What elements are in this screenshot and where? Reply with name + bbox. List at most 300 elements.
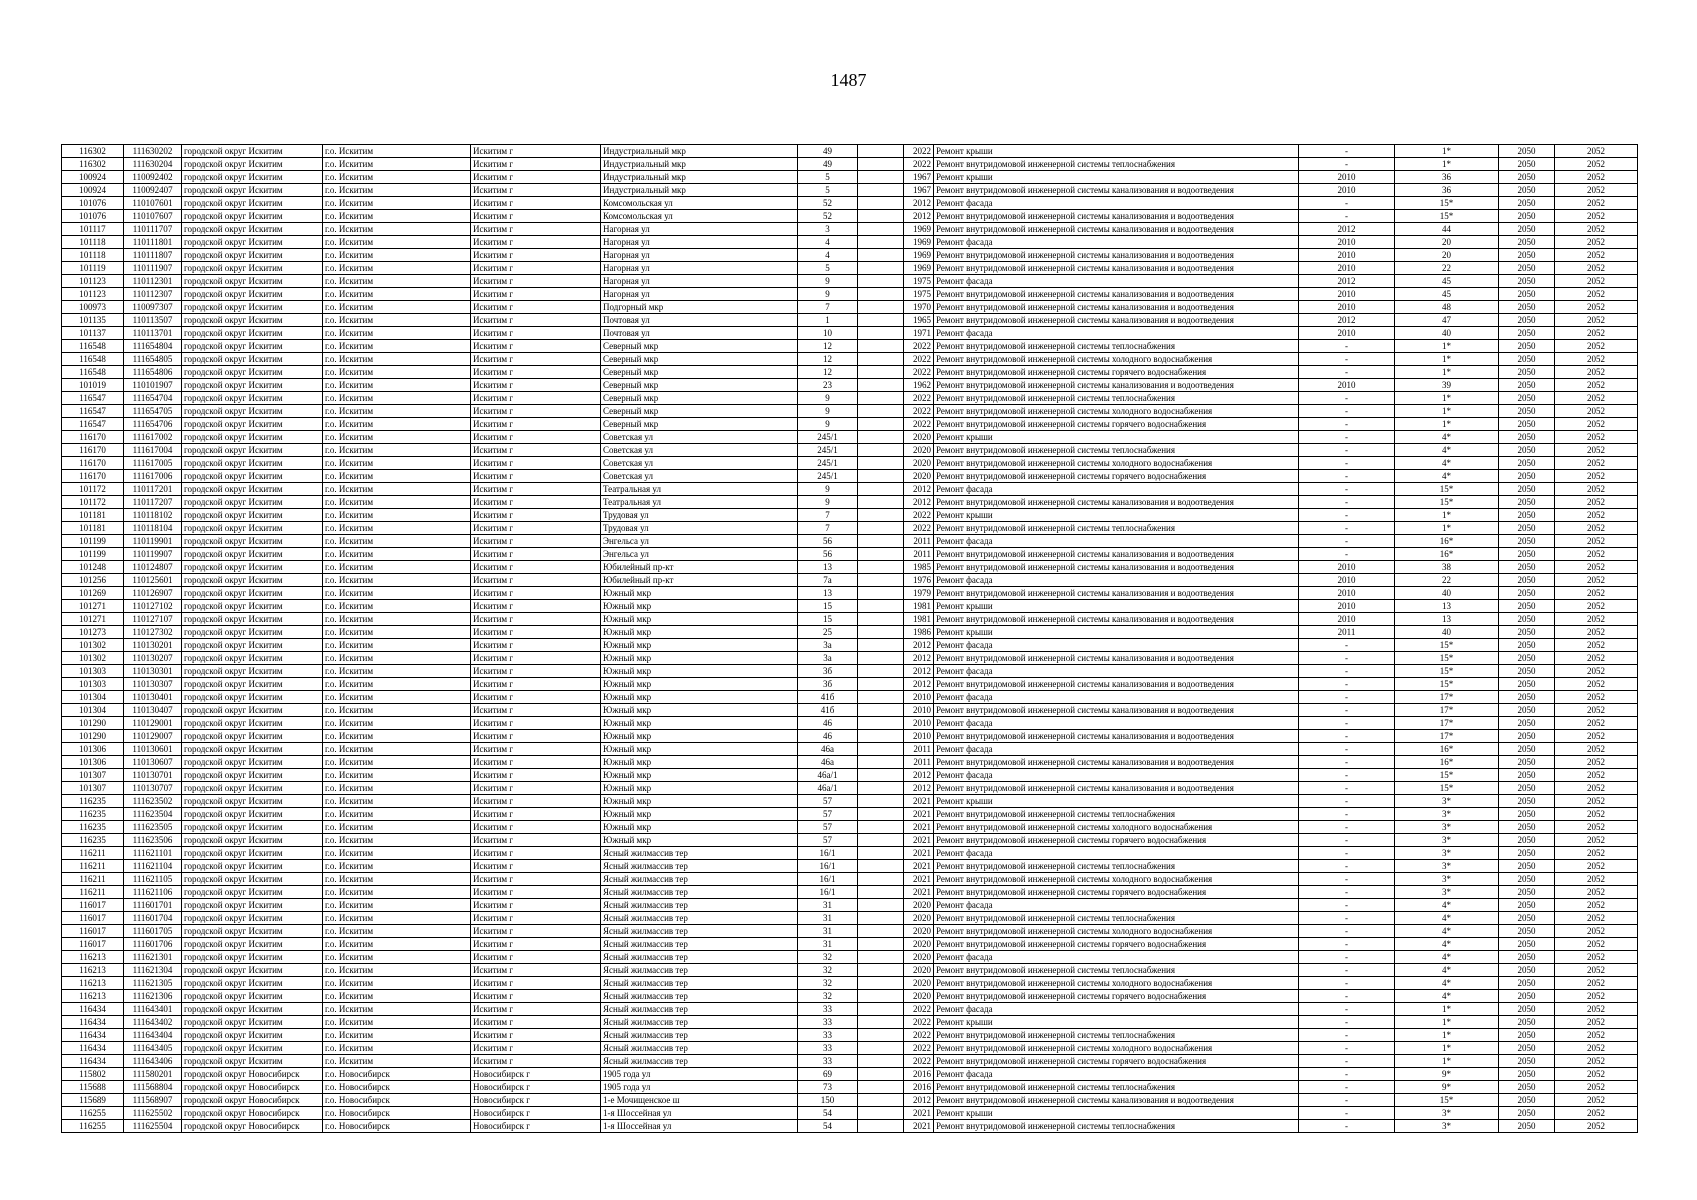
table-cell: 101248 bbox=[62, 561, 124, 574]
table-cell: городской округ Искитим bbox=[182, 210, 323, 223]
table-cell: 110129001 bbox=[124, 717, 182, 730]
table-cell: 2011 bbox=[904, 743, 934, 756]
table-cell: 2050 bbox=[1499, 873, 1555, 886]
table-row bbox=[62, 223, 1638, 236]
table-cell: 1962 bbox=[904, 379, 934, 392]
table-row bbox=[62, 184, 1638, 197]
table-cell: 111630202 bbox=[124, 145, 182, 158]
table-cell: 111568804 bbox=[124, 1081, 182, 1094]
table-cell: 116213 bbox=[62, 964, 124, 977]
table-cell: - bbox=[1299, 977, 1395, 990]
table-cell: 9 bbox=[798, 275, 858, 288]
table-cell: 46а/1 bbox=[798, 782, 858, 795]
table-cell: Южный мкр bbox=[601, 717, 798, 730]
table-cell: Северный мкр bbox=[601, 366, 798, 379]
table-cell: Ремонт внутридомовой инженерной системы канализования и водоотведения bbox=[934, 379, 1299, 392]
table-cell: 2050 bbox=[1499, 340, 1555, 353]
table-cell: Искитим г bbox=[471, 145, 601, 158]
table-cell: г.о. Искитим bbox=[323, 600, 471, 613]
table-cell: 111654705 bbox=[124, 405, 182, 418]
table-cell: 2010 bbox=[1299, 587, 1395, 600]
table-cell: 7 bbox=[798, 301, 858, 314]
table-cell: 245/1 bbox=[798, 457, 858, 470]
table-cell: 2021 bbox=[904, 886, 934, 899]
table-cell bbox=[858, 587, 904, 600]
table-cell: 9 bbox=[798, 405, 858, 418]
table-cell: Искитим г bbox=[471, 236, 601, 249]
table-row bbox=[62, 418, 1638, 431]
table-cell: 2052 bbox=[1555, 717, 1638, 730]
table-cell: 101118 bbox=[62, 249, 124, 262]
table-cell: Ремонт внутридомовой инженерной системы холодного водоснабжения bbox=[934, 925, 1299, 938]
table-cell: 2052 bbox=[1555, 886, 1638, 899]
table-cell: 2052 bbox=[1555, 912, 1638, 925]
table-cell: 2020 bbox=[904, 470, 934, 483]
table-cell: 3а bbox=[798, 652, 858, 665]
table-cell: 31 bbox=[798, 925, 858, 938]
table-cell: Искитим г bbox=[471, 717, 601, 730]
table-cell: 116213 bbox=[62, 951, 124, 964]
table-cell: 2052 bbox=[1555, 964, 1638, 977]
table-cell: 116255 bbox=[62, 1107, 124, 1120]
table-cell: 2050 bbox=[1499, 483, 1555, 496]
table-cell: 31 bbox=[798, 938, 858, 951]
table-cell: Искитим г bbox=[471, 743, 601, 756]
table-cell: Искитим г bbox=[471, 782, 601, 795]
table-cell: городской округ Искитим bbox=[182, 535, 323, 548]
table-cell: Ремонт внутридомовой инженерной системы канализования и водоотведения bbox=[934, 782, 1299, 795]
table-row bbox=[62, 379, 1638, 392]
table-cell: 2050 bbox=[1499, 613, 1555, 626]
table-cell: 3* bbox=[1395, 860, 1499, 873]
table-cell bbox=[858, 1081, 904, 1094]
table-cell: 2050 bbox=[1499, 938, 1555, 951]
table-cell: 16/1 bbox=[798, 886, 858, 899]
table-cell: 2050 bbox=[1499, 223, 1555, 236]
table-cell: 110113701 bbox=[124, 327, 182, 340]
table-cell: 2052 bbox=[1555, 834, 1638, 847]
table-cell bbox=[858, 223, 904, 236]
table-cell: Искитим г bbox=[471, 665, 601, 678]
table-cell: 2050 bbox=[1499, 535, 1555, 548]
table-cell: 45 bbox=[1395, 275, 1499, 288]
table-cell bbox=[858, 639, 904, 652]
table-cell: 46а/1 bbox=[798, 769, 858, 782]
table-cell: Ремонт внутридомовой инженерной системы канализования и водоотведения bbox=[934, 613, 1299, 626]
table-row bbox=[62, 1068, 1638, 1081]
table-cell: 12 bbox=[798, 366, 858, 379]
table-cell: 2050 bbox=[1499, 236, 1555, 249]
table-row bbox=[62, 392, 1638, 405]
table-cell: 15* bbox=[1395, 1094, 1499, 1107]
table-cell: г.о. Искитим bbox=[323, 353, 471, 366]
table-row bbox=[62, 743, 1638, 756]
table-cell: Искитим г bbox=[471, 1003, 601, 1016]
table-cell: 110111707 bbox=[124, 223, 182, 236]
table-cell: 1967 bbox=[904, 171, 934, 184]
table-cell: г.о. Искитим bbox=[323, 223, 471, 236]
table-cell: г.о. Искитим bbox=[323, 1055, 471, 1068]
table-cell bbox=[858, 288, 904, 301]
table-cell: 40 bbox=[1395, 626, 1499, 639]
table-cell: 15 bbox=[798, 613, 858, 626]
table-cell bbox=[858, 366, 904, 379]
table-cell: 4* bbox=[1395, 444, 1499, 457]
table-cell: 1* bbox=[1395, 522, 1499, 535]
table-cell: 111568907 bbox=[124, 1094, 182, 1107]
table-cell: г.о. Искитим bbox=[323, 860, 471, 873]
table-cell: городской округ Новосибирск bbox=[182, 1107, 323, 1120]
table-cell: г.о. Искитим bbox=[323, 1042, 471, 1055]
table-cell: 2012 bbox=[904, 496, 934, 509]
table-row bbox=[62, 483, 1638, 496]
table-cell: Ремонт фасада bbox=[934, 769, 1299, 782]
table-cell: г.о. Искитим bbox=[323, 899, 471, 912]
table-row bbox=[62, 925, 1638, 938]
table-cell: Ясный жилмассив тер bbox=[601, 925, 798, 938]
table-row bbox=[62, 795, 1638, 808]
table-cell: городской округ Искитим bbox=[182, 236, 323, 249]
table-cell: Ремонт внутридомовой инженерной системы холодного водоснабжения bbox=[934, 457, 1299, 470]
table-cell: Северный мкр bbox=[601, 353, 798, 366]
table-cell: городской округ Искитим bbox=[182, 665, 323, 678]
table-cell: 31 bbox=[798, 912, 858, 925]
table-cell bbox=[858, 522, 904, 535]
table-cell: 111617006 bbox=[124, 470, 182, 483]
table-cell: Искитим г bbox=[471, 756, 601, 769]
table-cell: 2052 bbox=[1555, 808, 1638, 821]
table-cell: г.о. Искитим bbox=[323, 379, 471, 392]
table-cell: 2050 bbox=[1499, 249, 1555, 262]
table-cell: 111623504 bbox=[124, 808, 182, 821]
table-cell: Искитим г bbox=[471, 327, 601, 340]
table-cell bbox=[858, 704, 904, 717]
table-cell: 116235 bbox=[62, 795, 124, 808]
table-cell: 116017 bbox=[62, 912, 124, 925]
table-cell: 2052 bbox=[1555, 860, 1638, 873]
table-cell: Ремонт внутридомовой инженерной системы холодного водоснабжения bbox=[934, 873, 1299, 886]
table-cell: 111621306 bbox=[124, 990, 182, 1003]
table-cell: городской округ Искитим bbox=[182, 860, 323, 873]
table-cell: Искитим г bbox=[471, 223, 601, 236]
table-cell bbox=[858, 444, 904, 457]
table-cell: 110130307 bbox=[124, 678, 182, 691]
table-cell: 2052 bbox=[1555, 275, 1638, 288]
table-cell: 54 bbox=[798, 1120, 858, 1133]
table-cell: Искитим г bbox=[471, 457, 601, 470]
table-row bbox=[62, 457, 1638, 470]
table-cell: 17* bbox=[1395, 717, 1499, 730]
table-cell: г.о. Искитим bbox=[323, 210, 471, 223]
table-cell: 2020 bbox=[904, 444, 934, 457]
table-cell: городской округ Искитим bbox=[182, 743, 323, 756]
table-cell: городской округ Искитим bbox=[182, 561, 323, 574]
table-cell: 101304 bbox=[62, 704, 124, 717]
table-cell: г.о. Искитим bbox=[323, 756, 471, 769]
table-cell: 2012 bbox=[904, 1094, 934, 1107]
table-cell: 2050 bbox=[1499, 1120, 1555, 1133]
table-row bbox=[62, 249, 1638, 262]
table-cell: 111654806 bbox=[124, 366, 182, 379]
table-cell: 2052 bbox=[1555, 600, 1638, 613]
table-cell: городской округ Новосибирск bbox=[182, 1094, 323, 1107]
table-cell: 101256 bbox=[62, 574, 124, 587]
table-cell: 2050 bbox=[1499, 314, 1555, 327]
table-cell: 110112301 bbox=[124, 275, 182, 288]
table-cell: Искитим г bbox=[471, 275, 601, 288]
table-cell: Ремонт внутридомовой инженерной системы теплоснабжения bbox=[934, 964, 1299, 977]
table-cell: Ремонт внутридомовой инженерной системы холодного водоснабжения bbox=[934, 353, 1299, 366]
table-cell: Ремонт фасада bbox=[934, 574, 1299, 587]
table-cell: 2022 bbox=[904, 1016, 934, 1029]
table-row bbox=[62, 652, 1638, 665]
table-cell: Искитим г bbox=[471, 873, 601, 886]
table-cell: 111654804 bbox=[124, 340, 182, 353]
table-cell: 116434 bbox=[62, 1016, 124, 1029]
table-cell: Искитим г bbox=[471, 444, 601, 457]
table-cell: 2052 bbox=[1555, 431, 1638, 444]
table-cell: 110111907 bbox=[124, 262, 182, 275]
table-cell: Искитим г bbox=[471, 938, 601, 951]
table-cell: 33 bbox=[798, 1029, 858, 1042]
table-cell: 2050 bbox=[1499, 821, 1555, 834]
table-row bbox=[62, 1055, 1638, 1068]
table-cell: Искитим г bbox=[471, 1016, 601, 1029]
table-cell: Ясный жилмассив тер bbox=[601, 990, 798, 1003]
table-cell: 2050 bbox=[1499, 548, 1555, 561]
table-cell: 2050 bbox=[1499, 1094, 1555, 1107]
table-cell: Комсомольская ул bbox=[601, 210, 798, 223]
table-cell: Ремонт внутридомовой инженерной системы теплоснабжения bbox=[934, 1081, 1299, 1094]
table-cell: 9 bbox=[798, 483, 858, 496]
table-cell: Искитим г bbox=[471, 613, 601, 626]
table-cell: - bbox=[1299, 1094, 1395, 1107]
table-cell: 2020 bbox=[904, 457, 934, 470]
table-cell: 47 bbox=[1395, 314, 1499, 327]
table-cell: 2050 bbox=[1499, 678, 1555, 691]
table-cell: 2020 bbox=[904, 964, 934, 977]
table-cell: 2012 bbox=[904, 652, 934, 665]
table-cell: 110111807 bbox=[124, 249, 182, 262]
table-cell: г.о. Новосибирск bbox=[323, 1107, 471, 1120]
table-cell: городской округ Искитим bbox=[182, 756, 323, 769]
table-cell: 22 bbox=[1395, 262, 1499, 275]
table-cell: 2021 bbox=[904, 795, 934, 808]
table-row bbox=[62, 548, 1638, 561]
table-cell: 12 bbox=[798, 353, 858, 366]
table-cell: 54 bbox=[798, 1107, 858, 1120]
table-cell: 15* bbox=[1395, 639, 1499, 652]
table-cell: городской округ Искитим bbox=[182, 431, 323, 444]
table-row bbox=[62, 288, 1638, 301]
table-cell: г.о. Новосибирск bbox=[323, 1081, 471, 1094]
table-cell: 116017 bbox=[62, 899, 124, 912]
table-cell: - bbox=[1299, 1068, 1395, 1081]
table-cell: 2052 bbox=[1555, 990, 1638, 1003]
table-cell: 116235 bbox=[62, 821, 124, 834]
table-cell: городской округ Искитим bbox=[182, 197, 323, 210]
table-cell: Нагорная ул bbox=[601, 275, 798, 288]
table-cell: 3* bbox=[1395, 847, 1499, 860]
table-cell: 110118104 bbox=[124, 522, 182, 535]
table-cell: 116213 bbox=[62, 977, 124, 990]
table-cell: 1* bbox=[1395, 509, 1499, 522]
table-cell: 101307 bbox=[62, 769, 124, 782]
table-cell: г.о. Искитим bbox=[323, 249, 471, 262]
table-cell: - bbox=[1299, 1055, 1395, 1068]
table-cell: 1-я Шоссейная ул bbox=[601, 1107, 798, 1120]
table-row bbox=[62, 691, 1638, 704]
table-cell: 110111801 bbox=[124, 236, 182, 249]
table-cell: городской округ Искитим bbox=[182, 782, 323, 795]
table-cell: г.о. Новосибирск bbox=[323, 1068, 471, 1081]
table-cell: Новосибирск г bbox=[471, 1094, 601, 1107]
table-cell: г.о. Искитим bbox=[323, 782, 471, 795]
table-cell: Южный мкр bbox=[601, 691, 798, 704]
table-cell: Ремонт внутридомовой инженерной системы канализования и водоотведения bbox=[934, 262, 1299, 275]
table-cell bbox=[858, 1042, 904, 1055]
table-cell: 101273 bbox=[62, 626, 124, 639]
table-cell bbox=[858, 548, 904, 561]
table-cell: Ремонт внутридомовой инженерной системы канализования и водоотведения bbox=[934, 288, 1299, 301]
table-cell: 2011 bbox=[904, 756, 934, 769]
table-cell: 2050 bbox=[1499, 665, 1555, 678]
table-cell: городской округ Искитим bbox=[182, 444, 323, 457]
table-cell: 116434 bbox=[62, 1029, 124, 1042]
table-cell: г.о. Искитим bbox=[323, 626, 471, 639]
table-cell bbox=[858, 821, 904, 834]
table-row bbox=[62, 704, 1638, 717]
table-cell: Искитим г bbox=[471, 925, 601, 938]
table-cell: 23 bbox=[798, 379, 858, 392]
table-cell: 2012 bbox=[1299, 223, 1395, 236]
table-cell bbox=[858, 600, 904, 613]
table-cell: - bbox=[1299, 431, 1395, 444]
table-cell: Южный мкр bbox=[601, 639, 798, 652]
table-cell: г.о. Искитим bbox=[323, 925, 471, 938]
table-cell: городской округ Искитим bbox=[182, 301, 323, 314]
table-cell bbox=[858, 613, 904, 626]
table-cell: г.о. Искитим bbox=[323, 847, 471, 860]
table-cell bbox=[858, 158, 904, 171]
table-cell: Ремонт внутридомовой инженерной системы горячего водоснабжения bbox=[934, 418, 1299, 431]
table-cell: 2010 bbox=[1299, 249, 1395, 262]
table-cell bbox=[858, 496, 904, 509]
table-cell: 2020 bbox=[904, 951, 934, 964]
table-cell: 4* bbox=[1395, 912, 1499, 925]
table-cell: Искитим г bbox=[471, 769, 601, 782]
table-cell: 4* bbox=[1395, 457, 1499, 470]
table-row bbox=[62, 301, 1638, 314]
table-cell: 2012 bbox=[904, 678, 934, 691]
table-cell: 1* bbox=[1395, 366, 1499, 379]
table-cell: Ремонт фасада bbox=[934, 665, 1299, 678]
table-cell: 2052 bbox=[1555, 340, 1638, 353]
table-cell: Ремонт фасада bbox=[934, 847, 1299, 860]
table-cell: 2052 bbox=[1555, 730, 1638, 743]
table-cell: Ремонт крыши bbox=[934, 626, 1299, 639]
table-cell: 2052 bbox=[1555, 691, 1638, 704]
table-cell: 1981 bbox=[904, 613, 934, 626]
table-cell: 36 bbox=[1395, 171, 1499, 184]
table-cell: Советская ул bbox=[601, 444, 798, 457]
table-cell: Советская ул bbox=[601, 470, 798, 483]
table-cell: 116170 bbox=[62, 457, 124, 470]
table-cell: городской округ Искитим bbox=[182, 366, 323, 379]
table-cell bbox=[858, 886, 904, 899]
table-cell: Искитим г bbox=[471, 249, 601, 262]
table-cell: 2052 bbox=[1555, 249, 1638, 262]
table-cell: 116434 bbox=[62, 1055, 124, 1068]
table-cell: 3* bbox=[1395, 821, 1499, 834]
table-cell: г.о. Искитим bbox=[323, 977, 471, 990]
table-cell: 2020 bbox=[904, 938, 934, 951]
table-cell bbox=[858, 574, 904, 587]
table-row bbox=[62, 210, 1638, 223]
table-cell: городской округ Искитим bbox=[182, 977, 323, 990]
table-cell: - bbox=[1299, 1107, 1395, 1120]
table-cell: 110112307 bbox=[124, 288, 182, 301]
table-row bbox=[62, 821, 1638, 834]
table-cell: городской округ Искитим bbox=[182, 912, 323, 925]
table-cell: 2050 bbox=[1499, 288, 1555, 301]
table-cell: 111654704 bbox=[124, 392, 182, 405]
table-cell: 2052 bbox=[1555, 236, 1638, 249]
table-cell bbox=[858, 314, 904, 327]
table-cell: Северный мкр bbox=[601, 405, 798, 418]
table-cell: 101123 bbox=[62, 275, 124, 288]
table-cell: городской округ Искитим bbox=[182, 288, 323, 301]
table-cell: 2052 bbox=[1555, 418, 1638, 431]
table-cell: 5 bbox=[798, 184, 858, 197]
table-row bbox=[62, 847, 1638, 860]
table-cell bbox=[858, 197, 904, 210]
table-row bbox=[62, 574, 1638, 587]
table-cell: Ремонт внутридомовой инженерной системы холодного водоснабжения bbox=[934, 821, 1299, 834]
table-cell: 16* bbox=[1395, 756, 1499, 769]
table-cell: - bbox=[1299, 795, 1395, 808]
table-cell: г.о. Искитим bbox=[323, 1003, 471, 1016]
table-cell: 2052 bbox=[1555, 1094, 1638, 1107]
table-cell: 1969 bbox=[904, 223, 934, 236]
table-cell: 2012 bbox=[904, 639, 934, 652]
table-cell: 101307 bbox=[62, 782, 124, 795]
table-cell: 1969 bbox=[904, 262, 934, 275]
table-cell: Ясный жилмассив тер bbox=[601, 847, 798, 860]
table-cell: 2052 bbox=[1555, 535, 1638, 548]
table-cell: 2050 bbox=[1499, 964, 1555, 977]
table-cell: 2050 bbox=[1499, 704, 1555, 717]
table-cell bbox=[858, 925, 904, 938]
table-cell: Искитим г bbox=[471, 522, 601, 535]
table-cell: Трудовая ул bbox=[601, 522, 798, 535]
table-cell: 2052 bbox=[1555, 769, 1638, 782]
table-cell: 101172 bbox=[62, 483, 124, 496]
table-cell: г.о. Искитим bbox=[323, 327, 471, 340]
table-cell: Искитим г bbox=[471, 301, 601, 314]
table-cell: 2052 bbox=[1555, 171, 1638, 184]
table-cell: 111601704 bbox=[124, 912, 182, 925]
table-cell: 100924 bbox=[62, 184, 124, 197]
table-cell: Ремонт внутридомовой инженерной системы канализования и водоотведения bbox=[934, 756, 1299, 769]
table-cell: 2012 bbox=[904, 210, 934, 223]
table-row bbox=[62, 964, 1638, 977]
table-row bbox=[62, 990, 1638, 1003]
table-cell: 116017 bbox=[62, 925, 124, 938]
table-cell: 2052 bbox=[1555, 1120, 1638, 1133]
table-cell: 2050 bbox=[1499, 886, 1555, 899]
table-cell: Искитим г bbox=[471, 574, 601, 587]
